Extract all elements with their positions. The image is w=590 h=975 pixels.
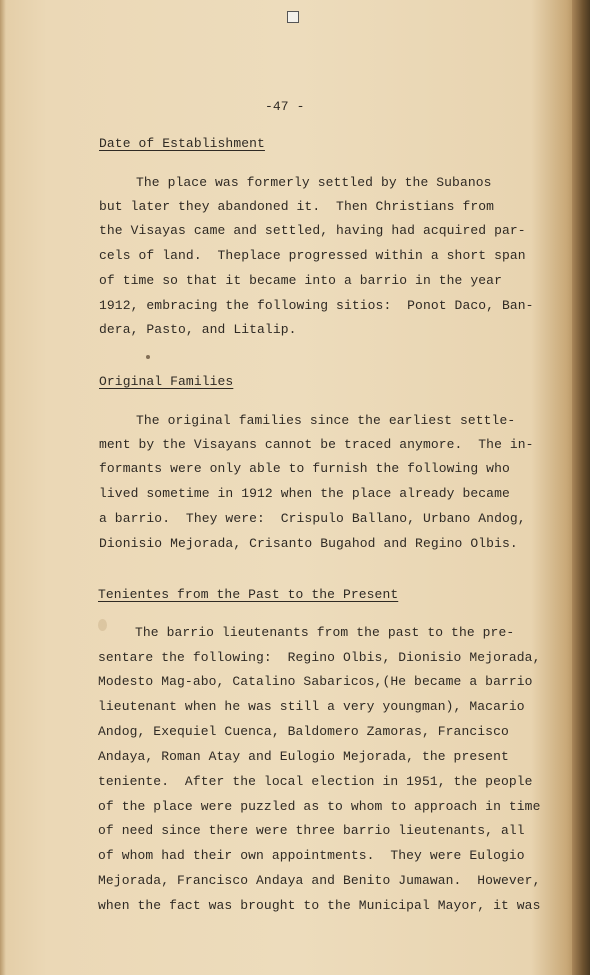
body-line: Andog, Exequiel Cuenca, Baldomero Zamoras, Francisco	[98, 724, 509, 739]
body-line: lived sometime in 1912 when the place already became	[99, 486, 510, 501]
body-line: The place was formerly settled by the Subanos	[136, 175, 492, 190]
body-line: of whom had their own appointments. They were Eulogio	[98, 848, 525, 863]
body-line: a barrio. They were: Crispulo Ballano, Urbano Andog,	[99, 511, 526, 526]
body-line: the Visayas came and settled, having had acquired par-	[99, 223, 526, 238]
body-line: of need since there were three barrio lieutenants, all	[98, 823, 525, 838]
body-line: 1912, embracing the following sitios: Ponot Daco, Ban-	[99, 298, 534, 313]
section-heading: Tenientes from the Past to the Present	[98, 587, 399, 602]
section-heading: Original Families	[99, 374, 234, 389]
body-line: sentare the following: Regino Olbis, Dionisio Mejorada,	[98, 650, 541, 665]
paper-clip-mark	[287, 11, 299, 23]
body-line: when the fact was brought to the Municipal Mayor, it was	[98, 898, 541, 913]
body-line: Andaya, Roman Atay and Eulogio Mejorada, the present	[98, 749, 509, 764]
body-line: lieutenant when he was still a very youngman), Macario	[98, 699, 525, 714]
body-line: Dionisio Mejorada, Crisanto Bugahod and Regino Olbis.	[99, 536, 518, 551]
ink-spot	[146, 355, 150, 359]
body-line: Modesto Mag-abo, Catalino Sabaricos,(He became a barrio	[98, 674, 533, 689]
page-left-edge	[0, 0, 6, 975]
body-line: dera, Pasto, and Litalip.	[99, 322, 297, 337]
body-line: The barrio lieutenants from the past to the pre-	[135, 625, 515, 640]
body-line: cels of land. Theplace progressed within a short span	[99, 248, 526, 263]
body-line: but later they abandoned it. Then Christians from	[99, 199, 495, 214]
body-line: ment by the Visayans cannot be traced anymore. The in-	[99, 437, 534, 452]
body-line: teniente. After the local election in 1951, the people	[98, 774, 533, 789]
body-line: formants were only able to furnish the following who	[99, 461, 510, 476]
page-number: -47 -	[265, 99, 305, 114]
body-line: of the place were puzzled as to whom to approach in time	[98, 799, 541, 814]
body-line: Mejorada, Francisco Andaya and Benito Jumawan. However,	[98, 873, 541, 888]
ink-spot	[98, 619, 107, 631]
body-line: The original families since the earliest settle-	[136, 413, 516, 428]
body-line: of time so that it became into a barrio in the year	[99, 273, 502, 288]
section-heading: Date of Establishment	[99, 136, 265, 151]
